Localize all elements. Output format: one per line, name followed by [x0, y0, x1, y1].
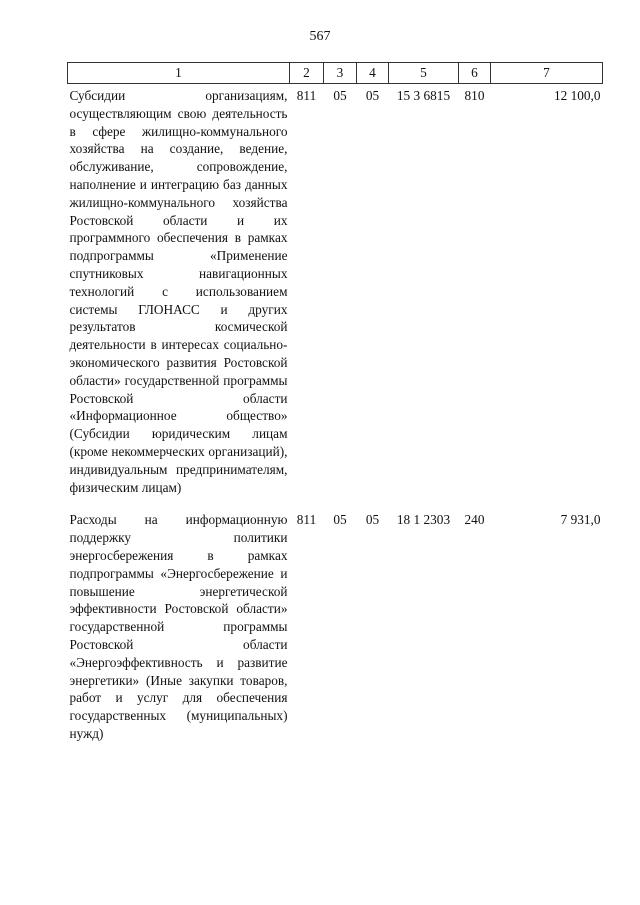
row-amount: 12 100,0 [553, 88, 601, 103]
row-code-2: 811 [296, 88, 317, 103]
page-number: 567 [309, 29, 331, 44]
column-header: 5 [389, 63, 459, 84]
column-header: 2 [290, 63, 324, 84]
row-code-5: 18 1 2303 [396, 512, 451, 528]
row-code-2: 811 [296, 512, 317, 528]
table-row [68, 508, 603, 742]
column-header: 1 [68, 63, 290, 84]
row-code-5: 15 3 6815 [396, 88, 451, 103]
row-description: Расходы на информационную поддержку политики энергосбережения в рамках подпрограммы «Энергосбережение и повышение энергетической эффективности Ростовской области» государственной программы Ростовской области «Энергоэффективность и развитие энергетики» (Иные закупки товаров, работ и услуг для обеспечения государственных (муниципальных) нужд) [69, 512, 288, 741]
row-code-3: 05 [333, 88, 347, 103]
row-code-3: 05 [333, 512, 347, 528]
row-code-4: 05 [365, 88, 380, 103]
row-amount: 7 931,0 [560, 512, 601, 528]
column-header: 4 [357, 63, 389, 84]
budget-table [67, 62, 603, 743]
row-code-4: 05 [365, 512, 380, 528]
row-description: Субсидии организациям, осуществляющим свою деятельность в сфере жилищно-коммунального хозяйства на создание, ведение, обслуживание, сопровождение, наполнение и интеграцию баз данных жилищно-коммунального хозяйства Ростовской области и их программного обеспечения в рамках подпрограммы «Применение спутниковых навигационных технологий с использованием системы ГЛОНАСС и других результатов космической деятельности в интересах социально-экономического развития Ростовской области» государственной программы Ростовской области «Информационное общество» (Субсидии юридическим лицам (кроме некоммерческих организаций), индивидуальным предпринимателям, физическим лицам) [69, 88, 288, 495]
table-row [68, 84, 603, 497]
column-header: 7 [491, 63, 603, 84]
row-code-6: 240 [464, 512, 485, 528]
row-spacer [68, 496, 603, 508]
header-row [68, 63, 603, 84]
column-header: 3 [324, 63, 357, 84]
column-header: 6 [459, 63, 491, 84]
row-code-6: 810 [464, 88, 485, 103]
